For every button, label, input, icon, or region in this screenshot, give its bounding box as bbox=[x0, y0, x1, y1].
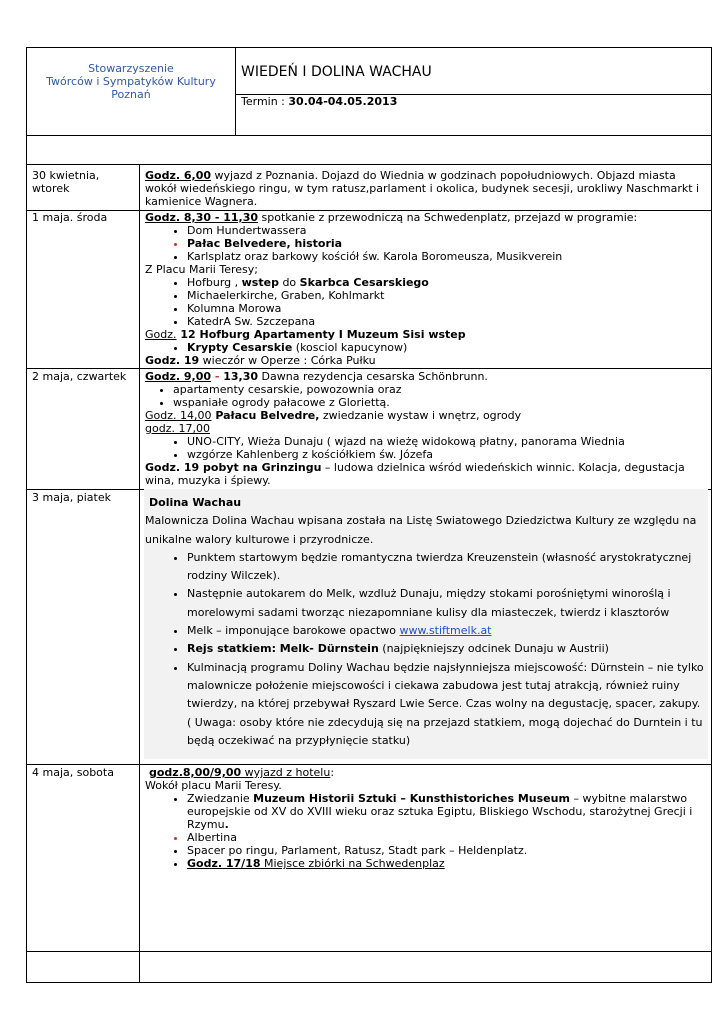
list-item: • KatedrA Sw. Szczepana bbox=[187, 315, 707, 328]
itinerary-table bbox=[26, 47, 712, 983]
list-item: • Dom Hundertwassera bbox=[187, 224, 707, 237]
list-item: • Krypty Cesarskie (kosciol kapucynow) bbox=[187, 341, 707, 354]
list-item: • Spacer po ringu, Parlament, Ratusz, Stadt park – Heldenplatz. bbox=[187, 844, 707, 857]
list-item: • Pałac Belvedere, historia bbox=[187, 237, 707, 250]
list-item: • wzgórze Kahlenberg z kościółkiem św. Józefa bbox=[187, 448, 707, 461]
list-item: • Zwiedzanie Muzeum Historii Sztuki – Kunsthistoriches Museum – wybitne malarstwo europejskie od XV do XVIII wieku oraz sztuka Egiptu, Bliskiego Wschodu, starożytnej Grecji i Rzymu. bbox=[187, 792, 707, 831]
day-program: Godz. 9,00 - 13,30 Dawna rezydencja cesarska Schönbrunn. • apartamenty cesarskie, powozownia oraz • wspaniałe ogrody pałacowe z Gloriettą. Godz. 14,00 Pałacu Belvedre, zwiedzanie wystaw i wnętrz, ogrody godz. 17,00 • UNO-CITY, Wieża Dunaju ( wjazd na wieżę widokową płatny, panorama Wiednia • wzgórze Kahlenberg z kościółkiem św. Józefa Godz. 19 pobyt na Grinzingu – ludowa dzielnica wśród wiedeńskich winnic. Kolacja, degustacja wina, muzyka i śpiewy. bbox=[145, 370, 707, 487]
list-item: • Rejs statkiem: Melk- Dürnstein (najpiękniejszy odcinek Dunaju w Austrii) bbox=[187, 640, 705, 658]
day-program: Godz. 6,00 wyjazd z Poznania. Dojazd do Wiednia w godzinach popołudniowych. Objazd miasta wokół wiedeńskiego ringu, w tym ratusz,parlament i okolica, budynek secesji, urokliwy Naschmarkt i kamienice Wagnera. bbox=[145, 169, 700, 208]
list-item: • UNO-CITY, Wieża Dunaju ( wjazd na wieżę widokową płatny, panorama Wiednia bbox=[187, 435, 707, 448]
list-item: • Kulminacją programu Doliny Wachau będzie najsłynniejsza miejscowość: Dürnstein – nie tylko malownicze położenie miejscowości i ciekawa zabudowa jest tutaj atrakcją, również ruiny twierdzy, na której przebywał Ryszard Lwie Serce. Czas wolny na degustację, spacer, zakupy. ( Uwaga: osoby które nie zdecydują się na przejazd statkiem, mogą dojechać do Durntein i tu będą oczekiwać na przypłynięcie statku) bbox=[187, 659, 705, 750]
list-item: • Albertina bbox=[187, 831, 707, 844]
list-item: • Następnie autokarem do Melk, wzdluż Dunaju, między stokami porośniętymi winoroślą i morelowymi sadami tworząc niezapomniane kulisy dla miasteczek, twierdz i klasztorów bbox=[187, 585, 705, 622]
list-item: • apartamenty cesarskie, powozownia oraz bbox=[173, 383, 707, 396]
trip-title: WIEDEŃ I DOLINA WACHAU bbox=[241, 64, 432, 80]
list-item: • Punktem startowym będzie romantyczna twierdza Kreuzenstein (własność arystokratycznej rodziny Wilczek). bbox=[187, 549, 705, 586]
list-item: • Hofburg , wstep do Skarbca Cesarskiego bbox=[187, 276, 707, 289]
trip-term bbox=[241, 95, 397, 108]
list-item: • Karlsplatz oraz barkowy kościół św. Karola Boromeusza, Musikverein bbox=[187, 250, 707, 263]
day-program: godz.8,00/9,00 wyjazd z hotelu: Wokół placu Marii Teresy. • Zwiedzanie Muzeum Historii Sztuki – Kunsthistoriches Museum – wybitne malarstwo europejskie od XV do XVIII wieku oraz sztuka Egiptu, Bliskiego Wschodu, starożytnej Grecji i Rzymu. • Albertina • Spacer po ringu, Parlament, Ratusz, Stadt park – Heldenplatz. • Godz. 17/18 Miejsce zbiórki na Schwedenplaz bbox=[145, 766, 707, 870]
day-program: Godz. 8,30 - 11,30 spotkanie z przewodniczą na Schwedenplatz, przejazd w programie: • Dom Hundertwassera • Pałac Belvedere, historia • Karlsplatz oraz barkowy kościół św. Karola Boromeusza, Musikverein Z Placu Marii Teresy; • Hofburg , wstep do Skarbca Cesarskiego • Michaelerkirche, Graben, Kohlmarkt • Kolumna Morowa • KatedrA Sw. Szczepana Godz. 12 Hofburg Apartamenty I Muzeum Sisi wstep • Krypty Cesarskie (kosciol kapucynow) Godz. 19 wieczór w Operze : Córka Pułku bbox=[145, 211, 707, 367]
day-program: Dolina Wachau Malownicza Dolina Wachau wpisana została na Listę Swiatowego Dziedzictwa Kultury ze względu na unikalne walory kulturowe i przyrodnicze. • Punktem startowym będzie romantyczna twierdza Kreuzenstein (własność arystokratycznej rodziny Wilczek). • Następnie autokarem do Melk, wzdluż Dunaju, między stokami porośniętymi winoroślą i morelowymi sadami tworząc niezapomniane kulisy dla miasteczek, twierdz i klasztorów • Melk – imponujące barokowe opactwo www.stiftmelk.at • Rejs statkiem: Melk- Dürnstein (najpiękniejszy odcinek Dunaju w Austrii) • Kulminacją programu Doliny Wachau będzie najsłynniejsza miejscowość: Dürnstein – nie tylko malownicze położenie miejscowości i ciekawa zabudowa jest tutaj atrakcją, również ruiny twierdzy, na której przebywał Ryszard Lwie Serce. Czas wolny na degustację, spacer, zakupy. ( Uwaga: osoby które nie zdecydują się na przejazd statkiem, mogą dojechać do Durntein i tu będą oczekiwać na przypłynięcie statku) bbox=[145, 494, 705, 750]
term-label: Termin : bbox=[241, 95, 285, 108]
list-item: • Kolumna Morowa bbox=[187, 302, 707, 315]
stiftmelk-link[interactable]: www.stiftmelk.at bbox=[399, 624, 492, 638]
list-item: • wspaniałe ogrody pałacowe z Gloriettą. bbox=[173, 396, 707, 409]
day-date: 4 maja, sobota bbox=[32, 766, 114, 779]
day-date: 2 maja, czwartek bbox=[32, 370, 127, 383]
day-date: 30 kwietnia, wtorek bbox=[32, 169, 100, 195]
organization-name: Stowarzyszenie Twórców i Sympatyków Kultury Poznań bbox=[46, 62, 216, 101]
day-date: 1 maja. środa bbox=[32, 211, 108, 224]
list-item: • Melk – imponujące barokowe opactwo www.stiftmelk.at bbox=[187, 622, 705, 640]
term-value: 30.04-04.05.2013 bbox=[288, 95, 398, 108]
list-item: • Michaelerkirche, Graben, Kohlmarkt bbox=[187, 289, 707, 302]
day-date: 3 maja, piatek bbox=[32, 491, 111, 504]
list-item: • Godz. 17/18 Miejsce zbiórki na Schwedenplaz bbox=[187, 857, 707, 870]
